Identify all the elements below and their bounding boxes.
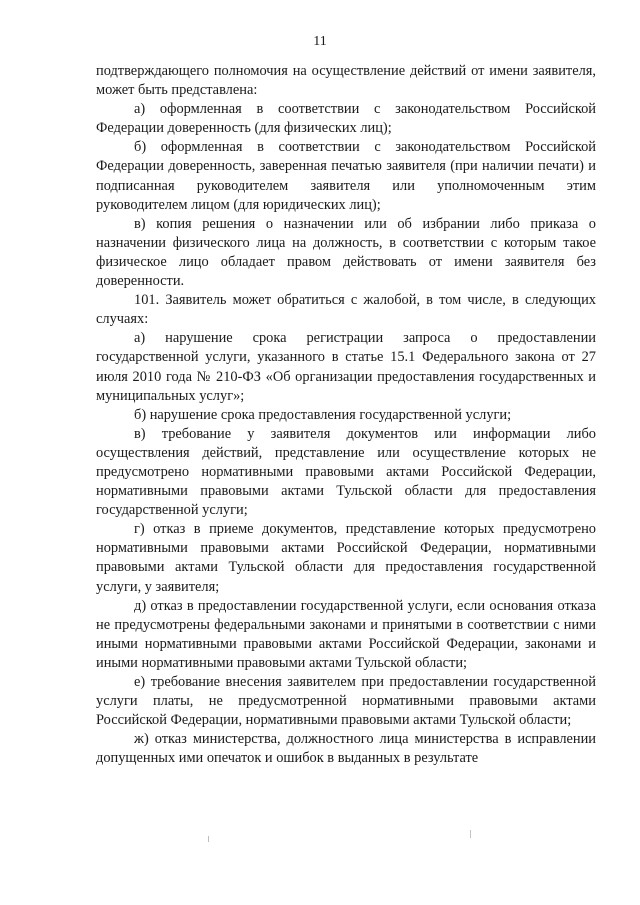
- paragraph: г) отказ в приеме документов, представление которых предусмотрено нормативными правовыми актами Российской Федерации, нормативными правовыми актами Тульской области для предоставления государственной услуги, у заявителя;: [96, 521, 596, 595]
- paragraph: б) оформленная в соответствии с законодательством Российской Федерации доверенность, заверенная печатью заявителя (при наличии печати) и подписанная руководителем заявителя или уполномоченным этим руководителем лицом (для юридических лиц);: [96, 139, 596, 213]
- paragraph: ж) отказ министерства, должностного лица министерства в исправлении допущенных ими опечаток и ошибок в выданных в результате: [96, 731, 596, 767]
- scan-artifact: [208, 836, 209, 842]
- paragraph: е) требование внесения заявителем при предоставлении государственной услуги платы, не предусмотренной нормативными правовыми актами Российской Федерации, нормативными правовыми актами Тульской области;: [96, 674, 596, 729]
- scan-artifact: [470, 830, 471, 838]
- paragraph: в) требование у заявителя документов или информации либо осуществления действий, представление или осуществление которых не предусмотрено нормативными правовыми актами Российской Федерации, нормативными правовыми актами Тульской области для предоставления государственной услуги;: [96, 425, 596, 519]
- paragraph: а) нарушение срока регистрации запроса о предоставлении государственной услуги, указанного в статье 15.1 Федерального закона от 27 июля 2010 года № 210-ФЗ «Об организации предоставления государственных и муниципальных услуг»;: [96, 330, 596, 404]
- document-body: [96, 62, 596, 768]
- paragraph: подтверждающего полномочия на осуществление действий от имени заявителя, может быть представлена:: [96, 63, 596, 99]
- paragraph: в) копия решения о назначении или об избрании либо приказа о назначении физического лица на должность, в соответствии с которым такое физическое лицо обладает правом действовать от имени заявителя без доверенности.: [96, 215, 596, 290]
- paragraph: б) нарушение срока предоставления государственной услуги;: [134, 406, 512, 423]
- page-number: 11: [313, 34, 327, 49]
- paragraph: д) отказ в предоставлении государственной услуги, если основания отказа не предусмотрены федеральными законами и принятыми в соответствии с ними иными нормативными правовыми актами Российской Федерации, законами и иными нормативными правовыми актами Тульской области;: [96, 597, 596, 671]
- paragraph: а) оформленная в соответствии с законодательством Российской Федерации доверенность (для физических лиц);: [96, 101, 596, 137]
- paragraph: 101. Заявитель может обратиться с жалобой, в том числе, в следующих случаях:: [96, 292, 596, 328]
